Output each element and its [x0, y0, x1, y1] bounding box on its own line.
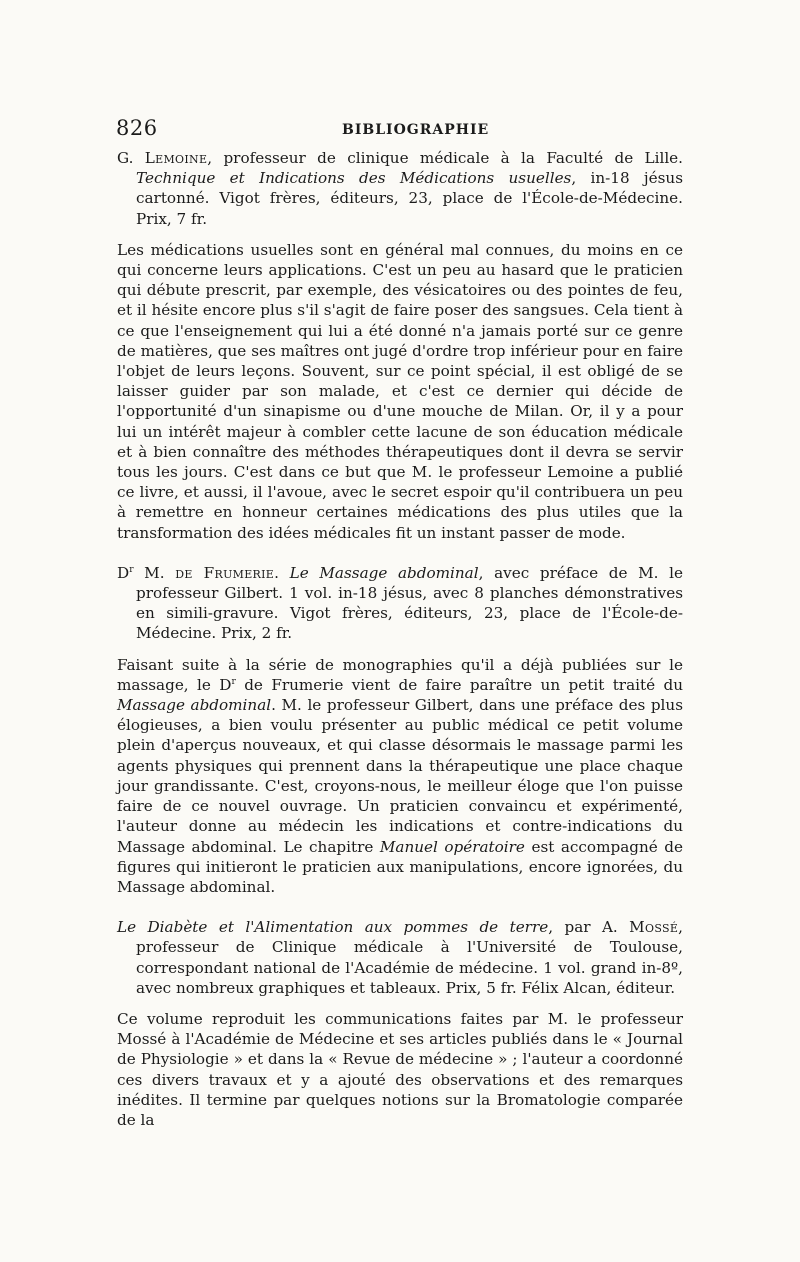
review-paragraph: Faisant suite à la série de monographies qu'il a déjà publiées sur le massage, le $D^r$ de Frumerie vient de faire paraître un petit traité du Massage abdominal. M. le professeur Gilbert, dans une préface des plus élogieuses, a bien voulu présenter au public médical ce petit volume plein d'aperçus nouveaux, et qui classe désormais le massage parmi les agents physiques qui prennent dans la thérapeutique une place chaque jour grandissante. C'est, croyons-nous, le meilleur éloge que l'on puisse faire de ce nouvel ouvrage. Un praticien convaincu et expérimenté, l'auteur donne au médecin les indications et contre-indications du Massage abdominal. Le chapitre Manuel opératoire est accompagné de figures qui initieront le praticien aux manipulations, encore ignorées, du Massage abdominal. — [117, 655, 683, 896]
bibliography-entry-mosse: Le Diabète et l'Alimentation aux pommes de terre, par A. Mossé, professeur de Clinique médicale à l'Université de Toulouse, correspondant national de l'Académie de médecine. 1 vol. grand in-8º, avec nombreux graphiques et tableaux. Prix, 5 fr. Félix Alcan, éditeur. — [117, 918, 683, 997]
page-body — [117, 148, 683, 1130]
running-title: BIBLIOGRAPHIE — [342, 122, 490, 138]
book-title: Technique et Indications des Médications usuelles — [136, 169, 572, 188]
bibliography-entry-frumerie: $D^r$ M. de Frumerie. Le Massage abdominal, avec préface de M. le professeur Gilbert. 1 vol. in-18 jésus, avec 8 planches démonstratives en simili-gravure. Vigot frères, éditeurs, 23, place de l'École-de-Médecine. Prix, 2 fr. — [117, 563, 684, 643]
author-name: de Frumerie — [175, 563, 275, 582]
author-name: Lemoine — [144, 149, 208, 167]
bibliography-entry-lemoine: G. Lemoine, professeur de clinique médicale à la Faculté de Lille. Technique et Indications des Médications usuelles, in-18 jésus cartonné. Vigot frères, éditeurs, 23, place de l'École-de-Médecine. Prix, 7 fr. — [117, 149, 684, 228]
review-paragraph: Ce volume reproduit les communications faites par M. le professeur Mossé à l'Académie de Médecine et ses articles publiés dans le « Journal de Physiologie » et dans la « Revue de médecine » ; l'auteur a coordonné ces divers travaux et y a ajouté des observations et des remarques inédites. Il termine par quelques notions sur la Bromatologie comparée de la — [117, 1009, 683, 1129]
review-paragraph: Les médications usuelles sont en général mal connues, du moins en ce qui concerne leurs applications. C'est un peu au hasard que le praticien qui débute prescrit, par exemple, des vésicatoires ou des pointes de feu, et il hésite encore plus s'il s'agit de faire poser des sangsues. Cela tient à ce que l'enseignement qui lui a été donné n'a jamais porté sur ce genre de matières, que ses maîtres ont jugé d'ordre trop inférieur pour en faire l'objet de leurs leçons. Souvent, sur ce point spécial, il est obligé de se laisser guider par son malade, et c'est ce dernier qui décide de l'opportunité d'un sinapisme ou d'une mouche de Milan. Or, il y a pour lui un intérêt majeur à combler cette lacune de son éducation médicale et à bien connaître des méthodes thérapeutiques dont il devra se servir tous les jours. C'est dans ce but que M. le professeur Lemoine a publié ce livre, et aussi, il l'avoue, avec le secret espoir qu'il contribuera un peu à remettre en honneur certaines médications des plus utiles que la transformation des idées médicales fit un instant passer de mode. — [117, 240, 683, 542]
book-title: Le Massage abdominal — [289, 563, 479, 582]
page-number: 826 — [116, 116, 158, 140]
book-title: Le Diabète et l'Alimentation aux pommes de terre — [117, 918, 549, 937]
author-name: Mossé — [629, 918, 679, 937]
